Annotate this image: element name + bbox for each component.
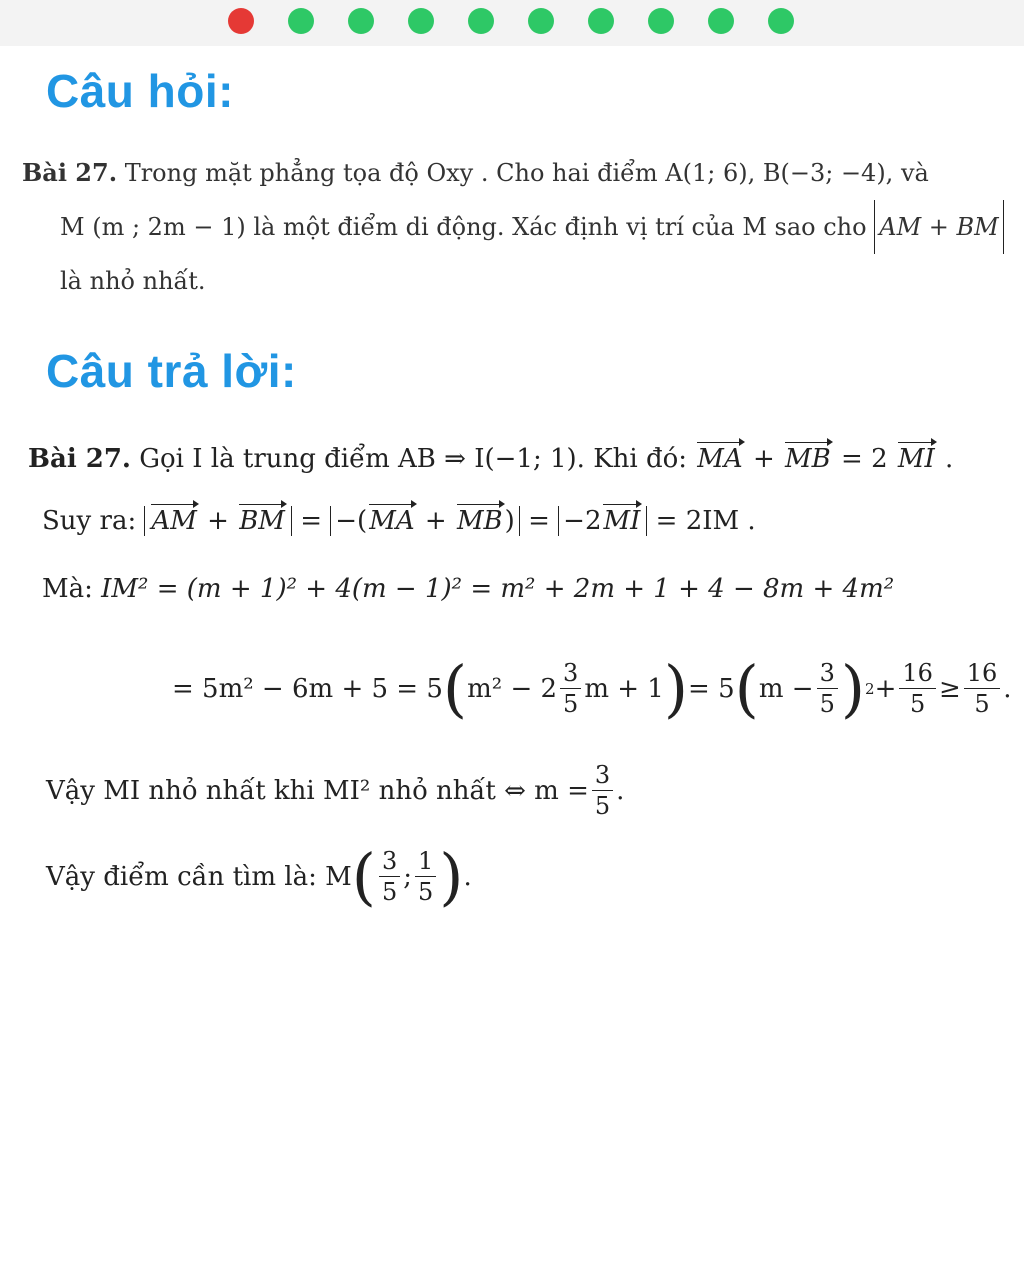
paren-open: (: [442, 651, 468, 725]
answer-line-1-text: Gọi I là trung điểm AB ⇒ I(−1; 1). Khi đó:: [130, 444, 688, 474]
vector-mb: MB: [785, 444, 831, 474]
answer-line-5: Vậy MI nhỏ nhất khi MI² nhỏ nhất ⇔ m = $\frac{3}{5}$ .: [46, 761, 625, 820]
vector-mb-2: MB: [456, 506, 503, 536]
geq-sign: ≥: [938, 673, 961, 704]
vector-bm: BM: [239, 506, 285, 536]
answer-line-4: = 5m² − 6m + 5 = 5 ( m² − 2 $\frac{3}{5}$ m + 1 ) = 5 ( m − $\frac{3}{5}$ ) 2 + $\frac{16}{5}$ ≥ $\frac{16}{5}$ .: [172, 651, 1012, 725]
vector-ma: MA: [697, 444, 743, 474]
fraction-3-5-b: $\frac{3}{5}$: [817, 658, 838, 719]
answer-line-3: [42, 574, 894, 604]
paren-open-3: (: [351, 839, 376, 913]
progress-dot[interactable]: [468, 8, 494, 34]
progress-dot[interactable]: [408, 8, 434, 34]
question-heading: Câu hỏi:: [46, 65, 234, 117]
question-line-1-text: Trong mặt phẳng tọa độ Oxy . Cho hai điểm A(1; 6), B(−3; −4), và: [117, 159, 929, 187]
progress-dot[interactable]: [288, 8, 314, 34]
vector-am: AM: [151, 506, 197, 536]
fraction-16-5: $\frac{16}{5}$: [899, 658, 936, 719]
expr-part-a: = 5m² − 6m + 5 = 5: [172, 673, 443, 704]
expr-part-e: m −: [758, 673, 814, 704]
question-text: [22, 146, 1004, 308]
vector-sum-abs: AM + BM: [874, 200, 1003, 254]
progress-bar: [0, 0, 1024, 46]
plus-sign: +: [874, 673, 897, 704]
im-squared-expression: IM² = (m + 1)² + 4(m − 1)² = m² + 2m + 1 + 4 − 8m + 4m²: [101, 574, 895, 604]
ma-label: Mà:: [42, 574, 93, 604]
progress-dot[interactable]: [528, 8, 554, 34]
answer-line-2: Suy ra: AM + BM = −(MA + MB) = −2MI = 2IM .: [42, 506, 756, 536]
answer-heading: Câu trả lời:: [46, 345, 297, 397]
progress-dot[interactable]: [348, 8, 374, 34]
fraction-x-3-5: $\frac{3}{5}$: [379, 846, 400, 907]
abs-neg-sum: −(MA + MB): [330, 506, 520, 536]
fraction-16-5-b: $\frac{16}{5}$: [964, 658, 1001, 719]
paren-close-2: ): [840, 651, 866, 725]
abs-am-bm: AM + BM: [144, 506, 291, 536]
final-point-text: Vậy điểm cần tìm là: M: [46, 861, 352, 892]
question-line-2-text: M (m ; 2m − 1) là một điểm di động. Xác định vị trí của M sao cho: [60, 213, 867, 241]
answer-line-6: Vậy điểm cần tìm là: M ( $\frac{3}{5}$ ; $\frac{1}{5}$ ) .: [46, 839, 472, 913]
progress-dots: [228, 8, 794, 34]
question-line-2: [22, 200, 1004, 254]
abs-neg-2mi: −2MI: [558, 506, 647, 536]
progress-dot-active[interactable]: [228, 8, 254, 34]
answer-line-2-end: = 2IM .: [655, 506, 756, 536]
paren-open-2: (: [734, 651, 759, 725]
paren-close: ): [663, 651, 689, 725]
conclusion-min-text: Vậy MI nhỏ nhất khi MI² nhỏ nhất ⇔ m =: [46, 775, 589, 806]
progress-dot[interactable]: [588, 8, 614, 34]
suy-ra-label: Suy ra:: [42, 506, 137, 536]
expr-part-c: m + 1: [584, 673, 664, 704]
answer-line-1: Bài 27. Gọi I là trung điểm AB ⇒ I(−1; 1). Khi đó: MA + MB = 2 MI .: [28, 444, 954, 474]
answer-problem-label: Bài 27.: [28, 444, 131, 474]
vector-ma-2: MA: [369, 506, 415, 536]
question-line-1: [22, 146, 1004, 200]
paren-close-3: ): [439, 839, 464, 913]
problem-label: Bài 27.: [22, 158, 118, 187]
fraction-3-5: $\frac{3}{5}$: [560, 658, 581, 719]
vector-mi: MI: [897, 444, 935, 474]
fraction-m-3-5: $\frac{3}{5}$: [592, 760, 613, 821]
progress-dot[interactable]: [648, 8, 674, 34]
expr-part-d: = 5: [688, 673, 735, 704]
progress-dot[interactable]: [708, 8, 734, 34]
fraction-y-1-5: $\frac{1}{5}$: [415, 846, 436, 907]
expr-part-b: m² − 2: [467, 673, 558, 704]
question-line-3: là nhỏ nhất.: [60, 267, 206, 295]
vector-mi-2: MI: [603, 506, 641, 536]
progress-dot[interactable]: [768, 8, 794, 34]
